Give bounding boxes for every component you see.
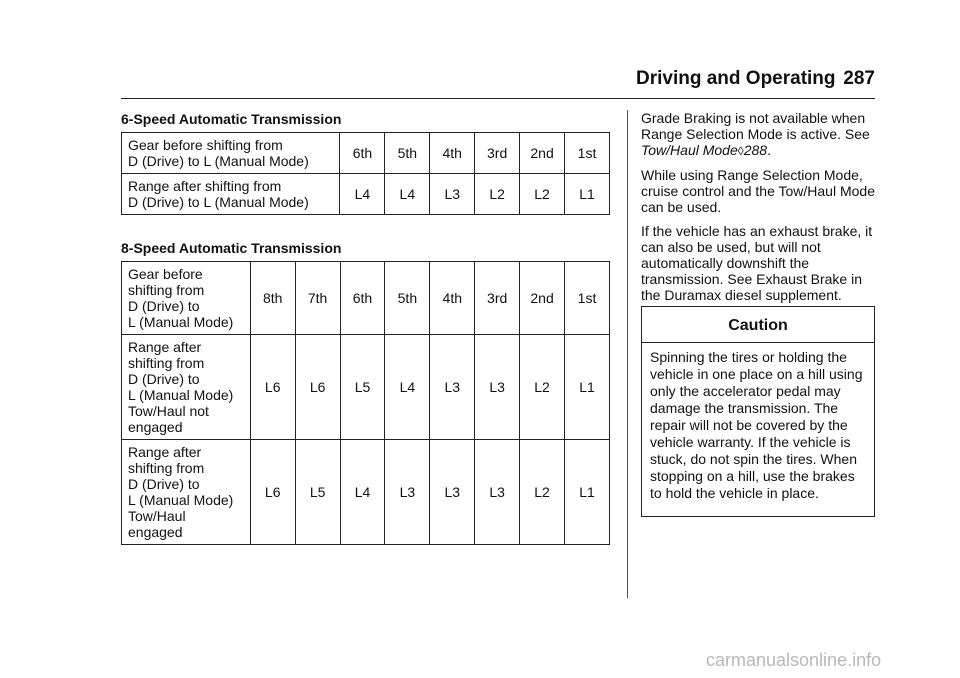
table-cell: L6: [295, 335, 340, 440]
table-cell: L3: [430, 440, 475, 545]
page-header: [636, 68, 875, 90]
caution-box: [641, 306, 875, 517]
table-cell: L3: [385, 440, 430, 545]
table-cell: 1st: [565, 262, 610, 335]
table-cell: L1: [565, 335, 610, 440]
table-row: [122, 133, 610, 174]
page-number: 287: [843, 68, 875, 89]
table-cell: 1st: [565, 133, 610, 174]
page-ref-number[interactable]: 288: [743, 142, 768, 158]
table-cell: L4: [340, 174, 385, 215]
header-rule: [121, 98, 875, 99]
table-cell: 3rd: [475, 133, 520, 174]
table-cell: L3: [475, 335, 520, 440]
table-cell: 8th: [250, 262, 295, 335]
caution-title: Caution: [642, 307, 874, 343]
table-cell: L1: [565, 174, 610, 215]
right-column: [641, 110, 877, 311]
table-cell: 3rd: [475, 262, 520, 335]
table-cell: 2nd: [520, 133, 565, 174]
table-cell: L4: [385, 174, 430, 215]
row-label: Range after shifting from D (Drive) to L (Manual Mode) Tow/Haul engaged: [122, 440, 251, 545]
table-cell: L2: [520, 335, 565, 440]
table-cell: L6: [250, 440, 295, 545]
table-cell: L2: [520, 174, 565, 215]
row-label: Range after shifting from D (Drive) to L (Manual Mode) Tow/Haul not engaged: [122, 335, 251, 440]
eight-speed-title: 8-Speed Automatic Transmission: [121, 240, 342, 256]
table-cell: 2nd: [520, 262, 565, 335]
table-cell: L1: [565, 440, 610, 545]
caution-body: Spinning the tires or holding the vehicle in one place on a hill using only the accelerator pedal may damage the transmission. The repair will not be covered by the vehicle warranty. If the vehicle is stuck, do not spin the tires. When stopping on a hill, use the brakes to hold the vehicle in place.: [650, 349, 863, 501]
watermark: carmanualsonline.info: [706, 650, 882, 670]
grade-braking-paragraph: [641, 110, 877, 159]
eight-speed-table: [121, 261, 610, 545]
table-cell: 5th: [385, 262, 430, 335]
tow-haul-link[interactable]: Tow/Haul Mode: [641, 142, 738, 158]
table-row: [122, 174, 610, 215]
table-cell: L3: [475, 440, 520, 545]
table-cell: L3: [430, 174, 475, 215]
table-cell: 7th: [295, 262, 340, 335]
row-label: Gear before shifting from D (Drive) to L (Manual Mode): [122, 262, 251, 335]
table-cell: 6th: [340, 133, 385, 174]
table-cell: 6th: [340, 262, 385, 335]
row-label: Range after shifting from D (Drive) to L (Manual Mode): [122, 174, 340, 215]
table-row: [122, 440, 610, 545]
paragraph-text: Grade Braking is not available when Range Selection Mode is active. See: [641, 110, 870, 142]
table-cell: L2: [475, 174, 520, 215]
column-divider: [627, 110, 628, 598]
table-cell: 5th: [385, 133, 430, 174]
table-cell: L2: [520, 440, 565, 545]
paragraph-text: .: [767, 142, 771, 158]
table-cell: 4th: [430, 262, 475, 335]
table-cell: L4: [385, 335, 430, 440]
range-selection-paragraph: While using Range Selection Mode, cruise control and the Tow/Haul Mode can be used.: [641, 167, 875, 215]
exhaust-brake-paragraph: If the vehicle has an exhaust brake, it can also be used, but will not automatically downshift the transmission. See Exhaust Brake in the Duramax diesel supplement.: [641, 223, 873, 303]
table-row: [122, 262, 610, 335]
table-cell: 4th: [430, 133, 475, 174]
table-cell: L6: [250, 335, 295, 440]
table-row: [122, 335, 610, 440]
table-cell: L5: [295, 440, 340, 545]
section-heading: Driving and Operating: [636, 68, 836, 89]
table-cell: L5: [340, 335, 385, 440]
row-label: Gear before shifting from D (Drive) to L (Manual Mode): [122, 133, 340, 174]
table-cell: L4: [340, 440, 385, 545]
page-ref-arrow-icon: ◊: [737, 144, 744, 158]
table-cell: L3: [430, 335, 475, 440]
six-speed-table: [121, 132, 610, 215]
six-speed-title: 6-Speed Automatic Transmission: [121, 111, 342, 127]
